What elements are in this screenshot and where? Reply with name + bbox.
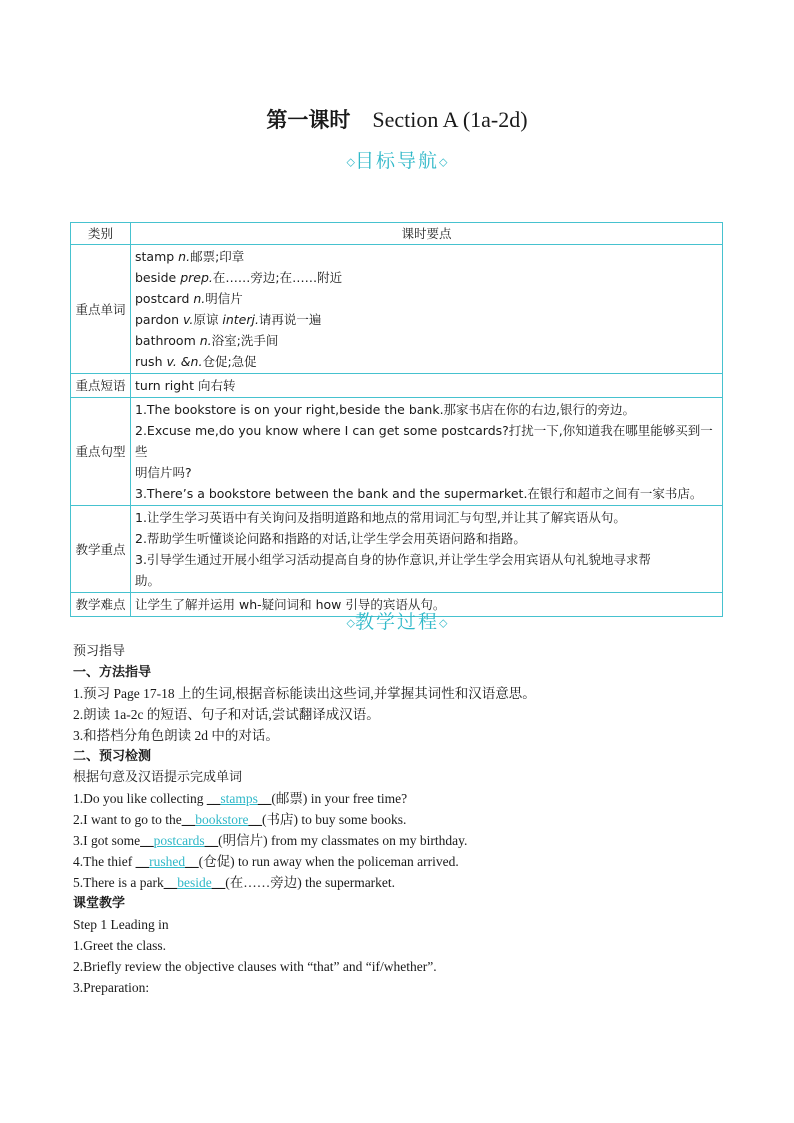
answer: postcards: [153, 833, 205, 848]
objectives-banner-label: 目标导航: [354, 150, 439, 172]
table-row: [71, 398, 723, 506]
list-item: 1.预习 Page 17-18 上的生词,根据音标能读出这些词,并掌握其词性和汉语意思。: [73, 686, 536, 701]
answer: bookstore: [195, 812, 249, 827]
preview-title: 预习指导: [73, 644, 126, 659]
title-cn: 第一课时: [266, 107, 351, 132]
teaching-process: [73, 641, 723, 998]
vocab-line: rush v. &n.仓促;急促: [135, 354, 257, 369]
header-category: 类别: [71, 223, 131, 245]
answer: stamps: [220, 791, 258, 806]
diamond-icon: ◇: [346, 155, 355, 169]
row-content: 1.让学生学习英语中有关询问及指明道路和地点的常用词汇与句型,并让其了解宾语从句。 2.帮助学生听懂谈论问路和指路的对话,让学生学会用英语问路和指路。 3.引导学生通过开展小组学习活动提高自身的协作意识,并让学生学会用宾语从句礼貌地寻求帮 助。: [131, 506, 723, 593]
vocab-line: pardon v.原谅 interj.请再说一遍: [135, 312, 322, 327]
row-content: 让学生了解并运用 wh-疑问词和 how 引导的宾语从句。: [131, 593, 723, 617]
check-instruction: 根据句意及汉语提示完成单词: [73, 770, 243, 785]
row-category: 重点句型: [71, 398, 131, 506]
table-row: [71, 374, 723, 398]
key-points-table: [70, 222, 723, 617]
table-header-row: [71, 223, 723, 245]
vocab-line: postcard n.明信片: [135, 291, 243, 306]
answer: beside: [177, 875, 212, 890]
row-content: turn right 向右转: [131, 374, 723, 398]
row-category: 教学重点: [71, 506, 131, 593]
table-row: [71, 506, 723, 593]
fill-item: 1.Do you like collecting __stamps__(邮票) in your free time?: [73, 791, 408, 806]
list-item: 2.Briefly review the objective clauses with “that” and “if/whether”.: [73, 959, 437, 974]
diamond-icon: ◇: [346, 616, 355, 630]
diamond-icon: ◇: [439, 616, 448, 630]
title-en: Section A (1a-2d): [372, 107, 528, 132]
fill-item: 3.I got some__postcards__(明信片) from my classmates on my birthday.: [73, 833, 468, 848]
fill-item: 5.There is a park__beside__(在……旁边) the supermarket.: [73, 875, 396, 890]
row-category: 重点短语: [71, 374, 131, 398]
class-title: 课堂教学: [73, 896, 126, 911]
row-content: 1.The bookstore is on your right,beside the bank.那家书店在你的右边,银行的旁边。 2.Excuse me,do you know where I can get some postcards?打扰一下,你知道我在哪里能够买到一些 明信片吗? 3.There’s a bookstore between the bank and the supermarket.在银行和超市之间有一家书店。: [131, 398, 723, 506]
list-item: 3.和搭档分角色朗读 2d 中的对话。: [73, 728, 279, 743]
row-category: 重点单词: [71, 245, 131, 374]
objectives-banner: [0, 146, 794, 173]
fill-item: 2.I want to go to the__bookstore__(书店) to buy some books.: [73, 812, 407, 827]
row-content: [131, 245, 723, 374]
page-title: [0, 104, 794, 134]
answer: rushed: [149, 854, 186, 869]
row-category: 教学难点: [71, 593, 131, 617]
table-row: [71, 245, 723, 374]
diamond-icon: ◇: [439, 155, 448, 169]
process-banner: [0, 607, 794, 634]
process-banner-label: 教学过程: [354, 611, 439, 633]
vocab-line: beside prep.在……旁边;在……附近: [135, 270, 343, 285]
fill-item: 4.The thief __rushed__(仓促) to run away when the policeman arrived.: [73, 854, 459, 869]
vocab-line: bathroom n.浴室;洗手间: [135, 333, 279, 348]
check-title: 二、预习检测: [73, 749, 152, 764]
list-item: 3.Preparation:: [73, 980, 150, 995]
list-item: 1.Greet the class.: [73, 938, 166, 953]
header-points: 课时要点: [131, 223, 723, 245]
method-title: 一、方法指导: [73, 665, 152, 680]
vocab-line: stamp n.邮票;印章: [135, 249, 245, 264]
list-item: 2.朗读 1a-2c 的短语、句子和对话,尝试翻译成汉语。: [73, 707, 380, 722]
step-title: Step 1 Leading in: [73, 917, 169, 932]
